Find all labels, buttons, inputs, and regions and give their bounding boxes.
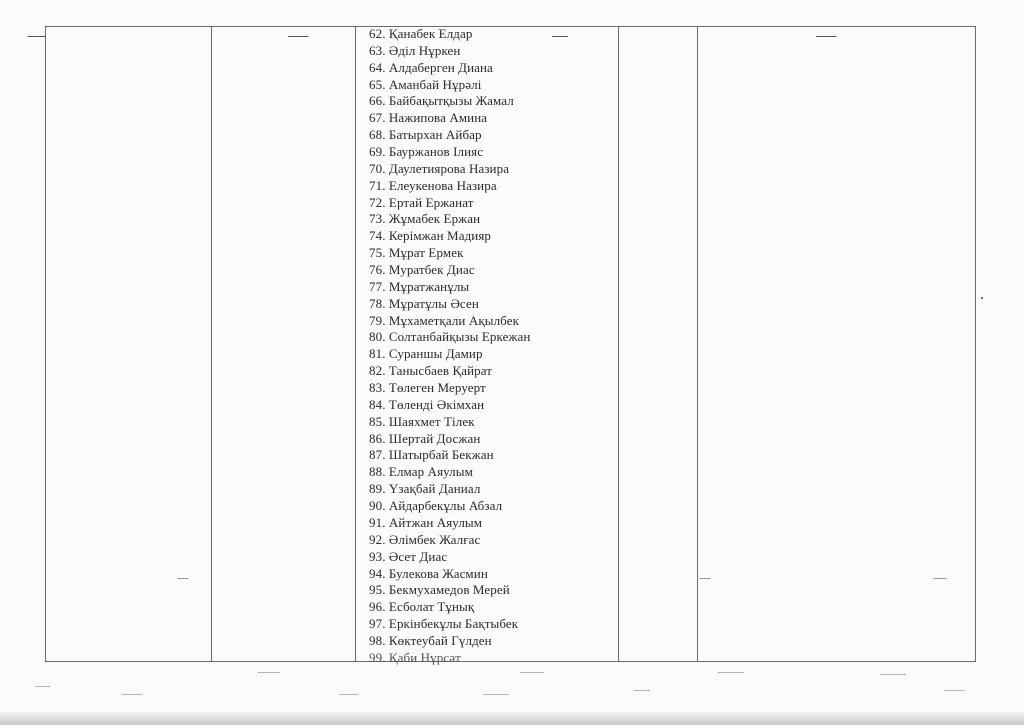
scan-mark — [634, 690, 650, 691]
empty-cell-dash — [28, 36, 46, 37]
scan-mark — [944, 690, 964, 691]
list-item: 89. Үзақбай Даниал — [369, 481, 481, 497]
list-item: 75. Мұрат Ермек — [369, 245, 464, 261]
list-item: 80. Солтанбайқызы Еркежан — [369, 329, 531, 345]
scan-mark — [520, 672, 544, 673]
empty-cell-dash — [816, 36, 836, 37]
scan-edge-shadow — [0, 712, 1024, 725]
list-item: 69. Бауржанов Ілияс — [369, 144, 484, 160]
list-item: 85. Шаяхмет Тілек — [369, 413, 475, 429]
column-divider — [697, 27, 698, 661]
list-item: 95. Бекмухамедов Мерей — [369, 582, 510, 598]
scan-mark — [36, 686, 50, 687]
scan-speck — [981, 297, 983, 299]
list-item: 87. Шатырбай Бекжан — [369, 447, 494, 463]
scan-mark — [340, 694, 358, 695]
list-item: 63. Әділ Нұркен — [369, 42, 461, 58]
list-item: 83. Төлеген Меруерт — [369, 380, 486, 396]
list-item: 67. Нажипова Амина — [369, 110, 488, 126]
list-item: 71. Елеукенова Назира — [369, 177, 497, 193]
list-item: 74. Керімжан Мадияр — [369, 228, 492, 244]
scan-mark — [484, 694, 508, 695]
scan-mark — [718, 672, 744, 673]
empty-cell-dash — [552, 36, 568, 37]
list-item: 76. Муратбек Диас — [369, 262, 475, 278]
empty-cell-dash — [288, 36, 308, 37]
list-item: 81. Сураншы Дамир — [369, 346, 483, 362]
list-item: 84. Төленді Әкімхан — [369, 396, 485, 412]
list-item: 91. Айтжан Аяулым — [369, 514, 483, 530]
list-item: 97. Еркінбекұлы Бақтыбек — [369, 616, 519, 632]
list-item: 65. Аманбай Нұрәлі — [369, 76, 482, 92]
list-item: 93. Әсет Диас — [369, 548, 448, 564]
list-item: 98. Көктеубай Гүлден — [369, 632, 492, 648]
scan-mark — [880, 674, 906, 675]
list-item: 66. Байбақытқызы Жамал — [369, 93, 514, 109]
list-item: 96. Есболат Тұнық — [369, 599, 475, 615]
list-item: 72. Ертай Ержанат — [369, 194, 474, 210]
list-item: 62. Қанабек Елдар — [369, 26, 473, 41]
faint-dash — [700, 578, 710, 579]
list-item: 88. Елмар Аяулым — [369, 464, 473, 480]
scan-mark — [258, 672, 280, 673]
list-item: 64. Алдаберген Диана — [369, 59, 493, 75]
list-item: 94. Булекова Жасмин — [369, 565, 488, 581]
list-item: 99. Қаби Нұрсәт — [369, 649, 461, 665]
list-item: 78. Мұратұлы Әсен — [369, 295, 479, 311]
faint-dash — [178, 578, 188, 579]
column-divider — [355, 27, 356, 661]
list-item: 70. Даулетиярова Назира — [369, 160, 510, 176]
list-item: 92. Әлімбек Жалғас — [369, 531, 481, 547]
list-item: 73. Жұмабек Ержан — [369, 211, 481, 227]
list-item: 82. Танысбаев Қайрат — [369, 363, 493, 379]
list-item: 68. Батырхан Айбар — [369, 127, 482, 143]
column-divider — [618, 27, 619, 661]
list-item: 90. Айдарбекұлы Абзал — [369, 498, 503, 514]
list-item: 77. Мұратжанұлы — [369, 278, 470, 294]
student-name-list — [369, 26, 530, 667]
list-item: 79. Мұхаметқали Ақылбек — [369, 312, 519, 328]
column-divider — [211, 27, 212, 661]
list-item: 86. Шертай Досжан — [369, 430, 481, 446]
faint-dash — [934, 578, 946, 579]
scan-mark — [122, 694, 142, 695]
